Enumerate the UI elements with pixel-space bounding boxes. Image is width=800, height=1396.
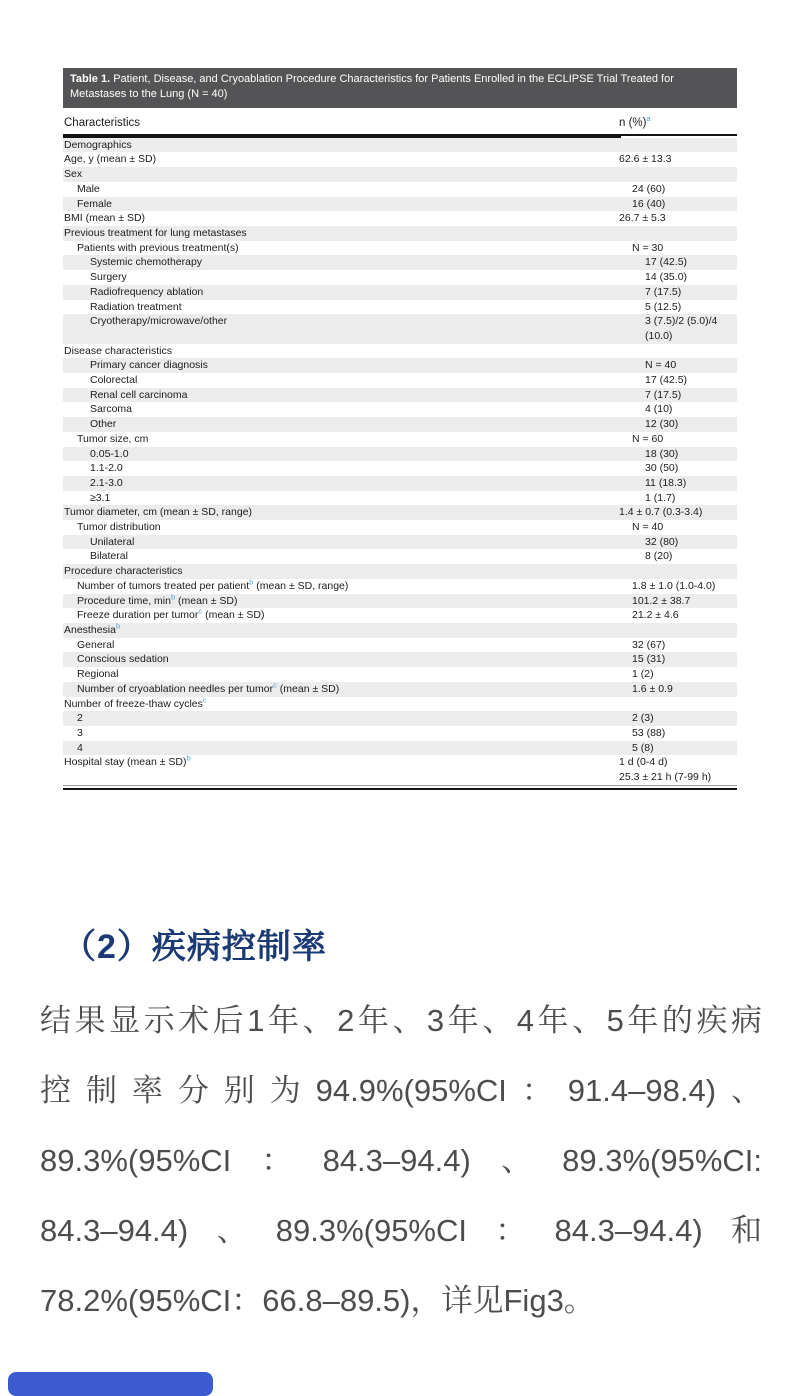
row-value: N = 60 — [632, 432, 664, 445]
row-value: 17 (42.5) — [645, 256, 688, 269]
paragraph-line: 控制率分别为94.9%(95%CI：91.4–98.4)、 — [40, 1073, 762, 1108]
table-row — [63, 417, 737, 432]
row-label: Disease characteristics — [64, 344, 172, 357]
footnote-superscript-b: b — [170, 592, 176, 602]
row-label: Other — [90, 418, 117, 431]
paragraph-line: 结果显示术后1年、2年、3年、4年、5年的疾病 — [40, 1003, 762, 1038]
row-value: 26.7 ± 5.3 — [619, 212, 666, 225]
table-row — [63, 535, 737, 550]
table-row — [63, 138, 737, 153]
footnote-superscript-a: a — [646, 113, 651, 123]
row-value: 24 (60) — [632, 182, 666, 195]
table-row — [63, 432, 737, 447]
row-value: 1.4 ± 0.7 (0.3-3.4) — [619, 506, 703, 519]
row-label: Female — [77, 197, 113, 210]
row-value: 5 (8) — [632, 741, 654, 754]
row-label: Unilateral — [90, 535, 135, 548]
row-value: 14 (35.0) — [645, 271, 688, 284]
table-row — [63, 314, 737, 343]
col-header-n-percent-text: n (%) — [619, 116, 647, 129]
row-label: Tumor distribution — [77, 521, 161, 534]
row-label: Sarcoma — [90, 403, 133, 416]
table-row — [63, 726, 737, 741]
table-row — [63, 594, 737, 609]
row-value: 30 (50) — [645, 462, 679, 475]
row-label: Number of cryoablation needles per tumor$^c$ (mean ± SD) — [77, 680, 340, 695]
table-row — [63, 549, 737, 564]
row-label: Tumor diameter, cm (mean ± SD, range) — [64, 506, 253, 519]
row-label: Regional — [77, 668, 119, 681]
col-header-n-percent — [619, 113, 737, 129]
row-value: 16 (40) — [632, 197, 666, 210]
row-label: Conscious sedation — [77, 653, 169, 666]
table-row — [63, 402, 737, 417]
table-caption-label: Table 1. — [70, 73, 111, 85]
table-1 — [63, 68, 737, 790]
table-header-row — [63, 108, 737, 136]
row-label: Radiation treatment — [90, 300, 182, 313]
table-row — [63, 682, 737, 697]
row-value: N = 40 — [632, 521, 664, 534]
row-value: 7 (17.5) — [645, 388, 682, 401]
row-value: 1 d (0-4 d) 25.3 ± 21 h (7-99 h) — [619, 756, 712, 784]
paragraph-line: 78.2%(95%CI：66.8–89.5)，详见Fig3。 — [40, 1283, 595, 1318]
row-value: N = 30 — [632, 241, 664, 254]
row-label: Patients with previous treatment(s) — [77, 241, 239, 254]
row-value: 12 (30) — [645, 418, 679, 431]
row-label: Previous treatment for lung metastases — [64, 227, 247, 239]
footnote-superscript-c: c — [273, 680, 277, 690]
footnote-superscript-c: c — [198, 606, 203, 616]
table-row — [63, 579, 737, 594]
row-value: 62.6 ± 13.3 — [619, 153, 672, 166]
row-value: 32 (80) — [645, 535, 679, 548]
row-value: 15 (31) — [632, 653, 666, 666]
table-row — [63, 697, 737, 712]
row-value: 3 (7.5)/2 (5.0)/4 (10.0) — [645, 315, 718, 342]
row-label: Freeze duration per tumor$^c$ (mean ± SD) — [77, 606, 265, 622]
row-value: 4 (10) — [645, 403, 673, 416]
row-value: 21.2 ± 4.6 — [632, 609, 679, 622]
row-label: General — [77, 638, 115, 651]
table-row — [63, 476, 737, 491]
row-value: 53 (88) — [632, 726, 666, 739]
table-row — [63, 373, 737, 388]
row-value: 1 (2) — [632, 668, 654, 681]
table-row — [63, 491, 737, 506]
table-row — [63, 358, 737, 373]
table-row — [63, 197, 737, 212]
row-label: Sex — [64, 168, 83, 181]
row-value: 5 (12.5) — [645, 300, 682, 313]
table-row — [63, 623, 737, 638]
table-row — [63, 182, 737, 197]
table-row — [63, 667, 737, 682]
paragraph-line: 84.3–94.4)、89.3%(95%CI：84.3–94.4)和 — [40, 1213, 762, 1248]
table-row — [63, 755, 737, 785]
paragraph — [40, 986, 762, 1336]
row-label: 2.1-3.0 — [90, 476, 123, 489]
row-label: Colorectal — [90, 374, 138, 387]
table-row — [63, 461, 737, 476]
row-value: 32 (67) — [632, 638, 666, 651]
row-value: 1 (1.7) — [645, 491, 676, 504]
row-label: Hospital stay (mean ± SD)$^b$ — [64, 753, 191, 769]
table-row — [63, 638, 737, 653]
row-label: BMI (mean ± SD) — [64, 212, 146, 225]
table-row — [63, 652, 737, 667]
row-label: 4 — [77, 741, 83, 754]
row-value: 101.2 ± 38.7 — [632, 594, 691, 607]
table-caption — [63, 68, 737, 108]
row-label: Systemic chemotherapy — [90, 256, 203, 269]
row-label: Tumor size, cm — [77, 432, 149, 445]
footnote-superscript-b: b — [186, 753, 191, 763]
row-label: Surgery — [90, 271, 127, 284]
row-label: ≥3.1 — [90, 491, 111, 504]
row-value: 1.6 ± 0.9 — [632, 682, 673, 695]
col-header-characteristics: Characteristics — [64, 116, 141, 129]
table-row — [63, 226, 737, 241]
table-row — [63, 520, 737, 535]
row-value: 7 (17.5) — [645, 285, 682, 298]
paragraph-line: 89.3%(95%CI：84.3–94.4)、89.3%(95%CI: — [40, 1143, 762, 1178]
table-row — [63, 270, 737, 285]
row-value: 8 (20) — [645, 550, 673, 563]
row-label: Anesthesia$^b$ — [64, 621, 121, 636]
table-row — [63, 152, 737, 167]
table-row — [63, 241, 737, 256]
row-label: Male — [77, 182, 100, 195]
row-label: Radiofrequency ablation — [90, 285, 204, 298]
table-row — [63, 300, 737, 315]
row-label: 2 — [77, 712, 83, 725]
table-row — [63, 711, 737, 726]
table-row — [63, 211, 737, 226]
row-value: 1.8 ± 1.0 (1.0-4.0) — [632, 579, 716, 592]
row-label: Procedure characteristics — [64, 565, 183, 578]
table-row — [63, 608, 737, 623]
row-label: Primary cancer diagnosis — [90, 359, 208, 372]
section-heading: （2）疾病控制率 — [62, 928, 327, 966]
table-row — [63, 388, 737, 403]
row-label: Renal cell carcinoma — [90, 388, 188, 401]
bottom-accent-bar — [8, 1372, 213, 1396]
row-value: 18 (30) — [645, 447, 679, 460]
table-row — [63, 741, 737, 756]
row-label: Number of tumors treated per patient$^b$ (mean ± SD, range) — [77, 577, 349, 592]
table-row — [63, 167, 737, 182]
footnote-superscript-b: b — [115, 621, 121, 631]
row-label: Cryotherapy/microwave/other — [90, 315, 228, 328]
row-value: 17 (42.5) — [645, 374, 688, 387]
row-label: Demographics — [64, 138, 132, 151]
row-label: Age, y (mean ± SD) — [64, 153, 157, 166]
table-row — [63, 255, 737, 270]
table-row — [63, 564, 737, 579]
row-value: 2 (3) — [632, 712, 654, 725]
row-label: 0.05-1.0 — [90, 447, 129, 460]
table-row — [63, 447, 737, 462]
footnote-superscript-b: b — [249, 577, 254, 587]
row-label: 1.1-2.0 — [90, 462, 123, 475]
row-label: 3 — [77, 726, 83, 739]
row-label: Procedure time, $\min^b$ (mean ± SD) — [77, 592, 238, 607]
table-row — [63, 344, 737, 359]
row-label: Number of freeze-thaw cycles$^c$ — [64, 695, 207, 710]
row-label: Bilateral — [90, 550, 128, 563]
table-caption-text: Patient, Disease, and Cryoablation Procedure Characteristics for Patients Enrolled in the ECLIPSE Trial Treated for Metastases to the Lung (N = 40) — [70, 73, 674, 101]
table-row — [63, 285, 737, 300]
table-body — [63, 136, 737, 790]
row-value: 11 (18.3) — [645, 476, 687, 489]
footnote-superscript-c: c — [202, 695, 207, 704]
table-row — [63, 505, 737, 520]
row-value: N = 40 — [645, 359, 677, 372]
